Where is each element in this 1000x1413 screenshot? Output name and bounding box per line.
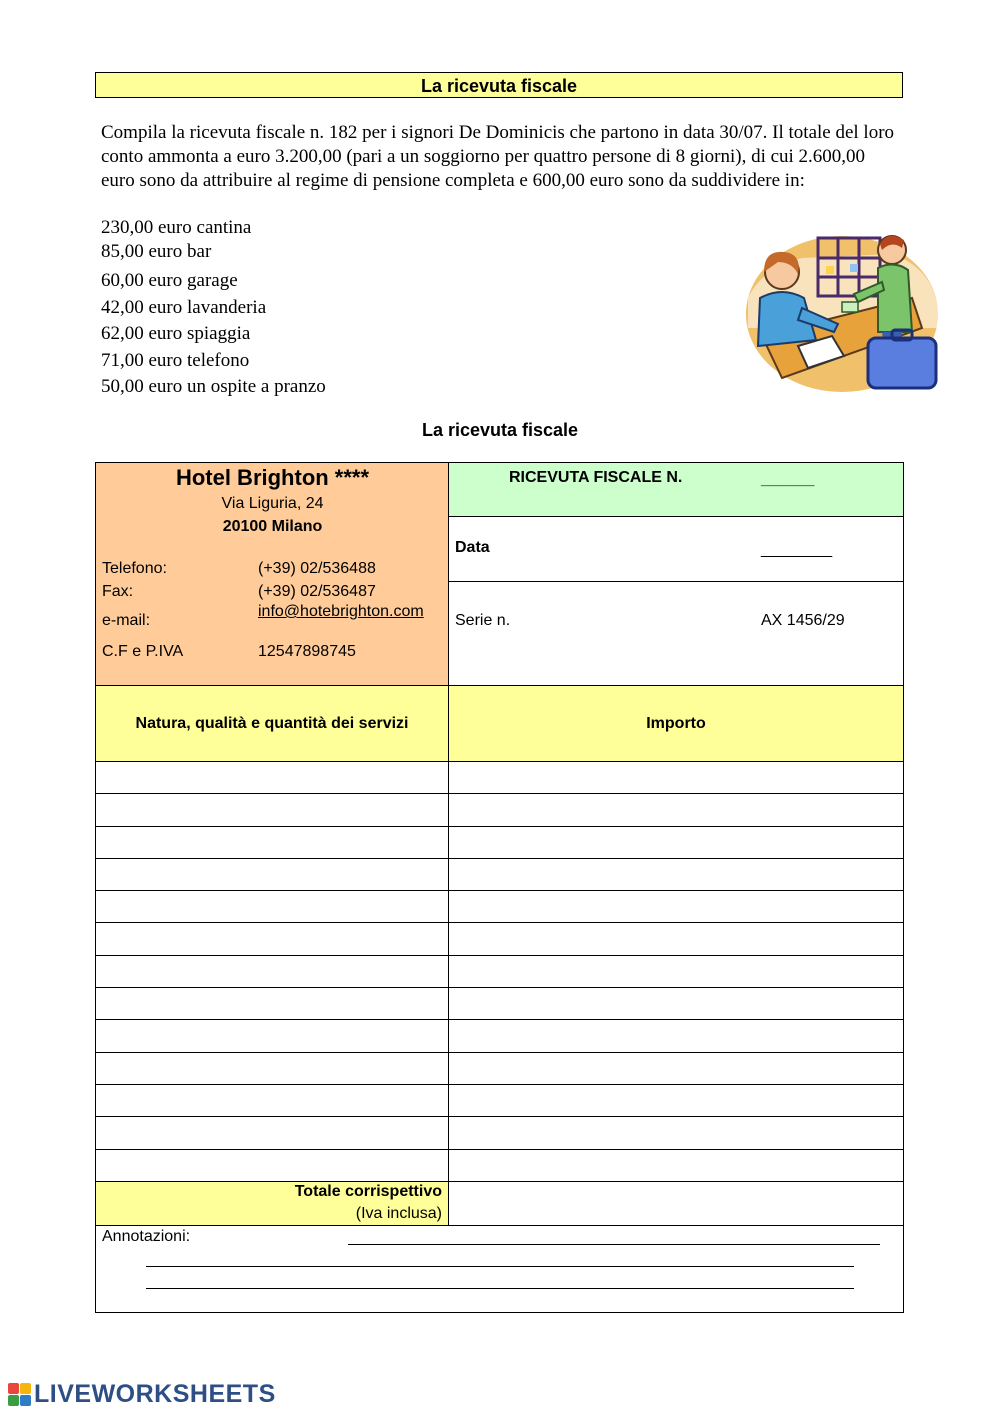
logo-text: LIVEWORKSHEETS [34, 1379, 276, 1408]
date-field[interactable]: ________ [761, 541, 833, 558]
notes-line[interactable] [146, 1266, 854, 1267]
email-link[interactable]: info@hotebrighton.com [258, 603, 424, 620]
service-rows [96, 762, 903, 1182]
service-description-field[interactable] [96, 1020, 449, 1051]
logo-blocks-icon [8, 1383, 31, 1406]
service-amount-field[interactable] [449, 859, 903, 890]
service-description-field[interactable] [96, 827, 449, 858]
vat-label: C.F e P.IVA [102, 643, 184, 660]
expense-item: 62,00 euro spiaggia [101, 323, 251, 344]
service-row [96, 794, 903, 826]
service-amount-field[interactable] [449, 794, 903, 825]
service-amount-field[interactable] [449, 762, 903, 793]
hotel-info [96, 463, 449, 685]
series-cell [449, 582, 903, 685]
service-description-field[interactable] [96, 988, 449, 1019]
total-label-cell [96, 1182, 449, 1226]
receipt-number-cell [449, 463, 903, 517]
service-description-field[interactable] [96, 1150, 449, 1181]
expense-item: 50,00 euro un ospite a pranzo [101, 376, 326, 397]
services-column-header: Natura, qualità e quantità dei servizi [96, 685, 449, 762]
phone-value: (+39) 02/536488 [258, 560, 376, 577]
receipt-number-field[interactable]: ______ [761, 471, 815, 488]
service-row [96, 988, 903, 1020]
expense-item: 42,00 euro lavanderia [101, 297, 267, 318]
receipt-form [95, 462, 904, 1313]
service-row [96, 1053, 903, 1085]
total-amount-field[interactable] [449, 1182, 903, 1226]
logo-block [20, 1383, 31, 1394]
service-row [96, 859, 903, 891]
fax-label: Fax: [102, 583, 134, 600]
series-label: Serie n. [455, 612, 511, 629]
service-description-field[interactable] [96, 1085, 449, 1116]
service-amount-field[interactable] [449, 1053, 903, 1084]
hotel-address: Via Liguria, 24 [221, 495, 324, 512]
service-amount-field[interactable] [449, 1117, 903, 1148]
logo-block [8, 1383, 19, 1394]
service-description-field[interactable] [96, 1117, 449, 1148]
service-description-field[interactable] [96, 923, 449, 954]
service-amount-field[interactable] [449, 988, 903, 1019]
logo-block [8, 1395, 19, 1406]
service-description-field[interactable] [96, 956, 449, 987]
page-title: La ricevuta fiscale [95, 72, 903, 98]
notes-line[interactable] [146, 1288, 854, 1289]
notes-section [96, 1226, 903, 1312]
service-row [96, 1085, 903, 1117]
date-label: Data [455, 539, 490, 556]
section-title: La ricevuta fiscale [421, 420, 579, 440]
notes-line[interactable] [348, 1244, 880, 1245]
service-amount-field[interactable] [449, 891, 903, 922]
email-label: e-mail: [102, 612, 151, 629]
total-label: Totale corrispettivo [294, 1183, 442, 1200]
service-amount-field[interactable] [449, 1150, 903, 1181]
total-note: (Iva inclusa) [355, 1205, 442, 1222]
receipt-number-label: RICEVUTA FISCALE N. [509, 469, 683, 486]
service-row [96, 1117, 903, 1149]
service-row [96, 923, 903, 955]
service-row [96, 762, 903, 794]
service-description-field[interactable] [96, 1053, 449, 1084]
service-amount-field[interactable] [449, 827, 903, 858]
instruction-text: Compila la ricevuta fiscale n. 182 per i signori De Dominicis che partono in data 30/07. Il totale del loro conto ammonta a euro 3.200,00 (pari a un soggiorno per quattro persone di 8 giorni), di cui 2.600,00 euro sono da attribuire al regime di pensione completa e 600,00 euro sono da suddividere in: [101, 122, 895, 191]
expense-item: 60,00 euro garage [101, 270, 238, 291]
service-amount-field[interactable] [449, 956, 903, 987]
amount-column-header: Importo [449, 685, 903, 762]
expense-item: 230,00 euro cantina [101, 217, 252, 238]
expense-item: 71,00 euro telefono [101, 350, 250, 371]
service-description-field[interactable] [96, 794, 449, 825]
hotel-name: Hotel Brighton **** [175, 465, 370, 490]
liveworksheets-logo [8, 1381, 276, 1407]
vat-value: 12547898745 [258, 643, 356, 660]
service-amount-field[interactable] [449, 1085, 903, 1116]
service-amount-field[interactable] [449, 923, 903, 954]
series-value: AX 1456/29 [761, 612, 845, 629]
hotel-city: 20100 Milano [222, 518, 323, 535]
service-description-field[interactable] [96, 891, 449, 922]
fax-value: (+39) 02/536487 [258, 583, 376, 600]
service-amount-field[interactable] [449, 1020, 903, 1051]
logo-block [20, 1395, 31, 1406]
service-row [96, 891, 903, 923]
service-row [96, 827, 903, 859]
service-row [96, 1150, 903, 1182]
service-row [96, 956, 903, 988]
notes-label: Annotazioni: [102, 1228, 191, 1245]
service-description-field[interactable] [96, 762, 449, 793]
date-cell [449, 517, 903, 582]
hotel-reception-illustration [742, 228, 942, 396]
service-row [96, 1020, 903, 1052]
expense-item: 85,00 euro bar [101, 241, 212, 262]
phone-label: Telefono: [102, 560, 167, 577]
service-description-field[interactable] [96, 859, 449, 890]
